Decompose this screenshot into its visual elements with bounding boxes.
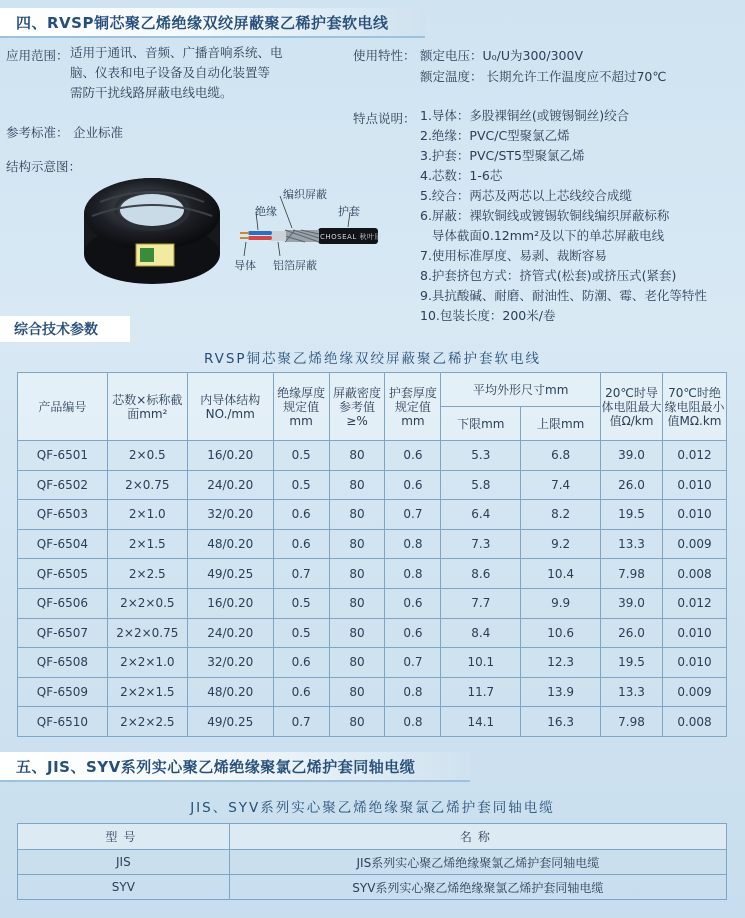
label-foil-shield: 铝箔屏蔽 bbox=[273, 259, 317, 272]
cable-coil-image bbox=[84, 178, 220, 284]
table-cell: 6.4 bbox=[441, 500, 521, 530]
scope-line: 适用于通讯、音频、广播音响系统、电 bbox=[70, 45, 283, 60]
table-cell: 39.0 bbox=[601, 588, 663, 618]
table-cell: 0.010 bbox=[662, 500, 726, 530]
spec-table bbox=[17, 372, 727, 737]
table-cell: 80 bbox=[329, 588, 385, 618]
table-cell: 0.5 bbox=[273, 588, 329, 618]
feature-item: 2.绝缘：PVC/C型聚氯乙烯 bbox=[420, 128, 570, 143]
table-cell: 32/0.20 bbox=[187, 500, 273, 530]
feature-item: 1.导体：多股裸铜丝(或镀锡铜丝)绞合 bbox=[420, 108, 630, 123]
label-insulation: 绝缘 bbox=[255, 205, 277, 218]
table-cell: 2×2×0.5 bbox=[107, 588, 187, 618]
table-cell: 24/0.20 bbox=[187, 618, 273, 648]
table-cell: 0.7 bbox=[273, 707, 329, 737]
table-cell: QF-6505 bbox=[18, 559, 108, 589]
diagram-label: 结构示意图： bbox=[6, 159, 82, 174]
table-cell: 7.98 bbox=[601, 559, 663, 589]
table-row bbox=[18, 441, 727, 471]
table-cell: 80 bbox=[329, 707, 385, 737]
table-cell: 9.9 bbox=[521, 588, 601, 618]
table-cell: 7.3 bbox=[441, 529, 521, 559]
table-cell: 2×2.5 bbox=[107, 559, 187, 589]
header-cores: 芯数×标称截面mm² bbox=[107, 373, 187, 441]
table-row bbox=[18, 559, 727, 589]
table-cell: 2×0.5 bbox=[107, 441, 187, 471]
header-jacket: 护套厚度规定值mm bbox=[385, 373, 441, 441]
usage-label: 使用特性： bbox=[353, 48, 416, 63]
table-cell: SYV系列实心聚乙烯绝缘聚氯乙烯护套同轴电缆 bbox=[229, 875, 726, 900]
table-cell: 10.1 bbox=[441, 648, 521, 678]
header-od-high: 上限mm bbox=[521, 407, 601, 441]
table-cell: 0.6 bbox=[273, 500, 329, 530]
table-cell: 0.6 bbox=[273, 677, 329, 707]
table-cell: 13.3 bbox=[601, 529, 663, 559]
table-cell: 80 bbox=[329, 648, 385, 678]
feature-item: 6.屏蔽：裸软铜线或镀锡软铜线编织屏蔽标称 bbox=[420, 208, 670, 223]
table-row bbox=[18, 529, 727, 559]
features-list bbox=[420, 106, 707, 326]
table-cell: QF-6508 bbox=[18, 648, 108, 678]
table-row bbox=[18, 470, 727, 500]
table-row bbox=[18, 677, 727, 707]
table-cell: 0.008 bbox=[662, 559, 726, 589]
header-conductor: 内导体结构NO./mm bbox=[187, 373, 273, 441]
scope-label: 应用范围： bbox=[6, 48, 69, 63]
table-cell: 9.2 bbox=[521, 529, 601, 559]
table-cell: 80 bbox=[329, 500, 385, 530]
label-conductor: 导体 bbox=[234, 259, 256, 272]
table-row bbox=[18, 500, 727, 530]
standard-value: 企业标准 bbox=[73, 125, 124, 140]
standard-label: 参考标准： bbox=[6, 125, 69, 140]
table-cell: 80 bbox=[329, 441, 385, 471]
table-cell: 2×2×0.75 bbox=[107, 618, 187, 648]
label-braid-shield: 编织屏蔽 bbox=[283, 188, 327, 201]
params-table-title: RVSP铜芯聚乙烯绝缘双绞屏蔽聚乙稀护套软电线 bbox=[203, 351, 542, 367]
table-cell: 0.7 bbox=[385, 500, 441, 530]
table-cell: 10.4 bbox=[521, 559, 601, 589]
table-row bbox=[18, 850, 727, 875]
scope-line: 需防干扰线路屏蔽电线电缆。 bbox=[70, 85, 233, 100]
table-cell: 8.6 bbox=[441, 559, 521, 589]
table-cell: QF-6502 bbox=[18, 470, 108, 500]
header-od: 平均外形尺寸mm bbox=[441, 373, 601, 407]
header-od-low: 下限mm bbox=[441, 407, 521, 441]
table-cell: 49/0.25 bbox=[187, 707, 273, 737]
table-cell: 8.2 bbox=[521, 500, 601, 530]
table-cell: 49/0.25 bbox=[187, 559, 273, 589]
table-cell: 7.98 bbox=[601, 707, 663, 737]
feature-item: 9.具抗酸碱、耐磨、耐油性、防潮、霉、老化等特性 bbox=[420, 288, 707, 303]
label-jacket: 护套 bbox=[338, 205, 360, 218]
table-cell: 80 bbox=[329, 470, 385, 500]
feature-item: 7.使用标准厚度、易剥、裁断容易 bbox=[420, 248, 607, 263]
table-cell: 0.6 bbox=[385, 441, 441, 471]
table-cell: QF-6506 bbox=[18, 588, 108, 618]
table-row bbox=[18, 648, 727, 678]
table-cell: 48/0.20 bbox=[187, 529, 273, 559]
table-cell: SYV bbox=[18, 875, 230, 900]
table-cell: 13.9 bbox=[521, 677, 601, 707]
table-cell: 8.4 bbox=[441, 618, 521, 648]
table-cell: JIS系列实心聚乙烯绝缘聚氯乙烯护套同轴电缆 bbox=[229, 850, 726, 875]
table-cell: 0.8 bbox=[385, 707, 441, 737]
rated-voltage: 额定电压：U₀/U为300/300V bbox=[420, 48, 584, 63]
feature-item: 5.绞合：两芯及两芯以上芯线绞合成缆 bbox=[420, 188, 632, 203]
table-row bbox=[18, 875, 727, 900]
feature-item: 3.护套：PVC/ST5型聚氯乙烯 bbox=[420, 148, 585, 163]
table-cell: 2×1.5 bbox=[107, 529, 187, 559]
header-model: 型号 bbox=[18, 824, 230, 850]
table-cell: 0.8 bbox=[385, 559, 441, 589]
table-cell: 14.1 bbox=[441, 707, 521, 737]
table-cell: 2×1.0 bbox=[107, 500, 187, 530]
table-cell: 0.6 bbox=[385, 470, 441, 500]
table-cell: 0.6 bbox=[273, 529, 329, 559]
table-cell: 0.009 bbox=[662, 677, 726, 707]
table-cell: 0.8 bbox=[385, 529, 441, 559]
table-cell: 0.7 bbox=[273, 559, 329, 589]
table-cell: 16/0.20 bbox=[187, 588, 273, 618]
table-cell: QF-6501 bbox=[18, 441, 108, 471]
table-cell: QF-6504 bbox=[18, 529, 108, 559]
table-cell: 0.012 bbox=[662, 441, 726, 471]
table-cell: 2×0.75 bbox=[107, 470, 187, 500]
table-cell: 12.3 bbox=[521, 648, 601, 678]
table-cell: 19.5 bbox=[601, 500, 663, 530]
table-cell: 0.009 bbox=[662, 529, 726, 559]
header-insulation-resistance: 70℃时绝缘电阻最小值MΩ.km bbox=[662, 373, 726, 441]
table-cell: 26.0 bbox=[601, 470, 663, 500]
header-shield: 屏蔽密度参考值≥% bbox=[329, 373, 385, 441]
cable-brand-print: CHOSEAL 秋叶原 bbox=[320, 233, 382, 241]
table-cell: 24/0.20 bbox=[187, 470, 273, 500]
table-row bbox=[18, 588, 727, 618]
table-cell: 0.8 bbox=[385, 677, 441, 707]
table-cell: 0.012 bbox=[662, 588, 726, 618]
table-cell: 0.6 bbox=[385, 618, 441, 648]
table-cell: 0.7 bbox=[385, 648, 441, 678]
feature-item: 4.芯数：1-6芯 bbox=[420, 168, 503, 183]
table-cell: 0.010 bbox=[662, 470, 726, 500]
table-cell: 0.5 bbox=[273, 618, 329, 648]
table-cell: 11.7 bbox=[441, 677, 521, 707]
table-cell: 80 bbox=[329, 618, 385, 648]
feature-item: 10.包装长度：200米/卷 bbox=[420, 308, 556, 323]
params-heading: 综合技术参数 bbox=[0, 316, 130, 342]
table-cell: 48/0.20 bbox=[187, 677, 273, 707]
table-cell: QF-6509 bbox=[18, 677, 108, 707]
header-resistance: 20℃时导体电阻最大值Ω/km bbox=[601, 373, 663, 441]
feature-item: 导体截面0.12mm²及以下的单芯屏蔽电线 bbox=[420, 228, 665, 243]
table-cell: JIS bbox=[18, 850, 230, 875]
table-cell: 5.3 bbox=[441, 441, 521, 471]
header-code: 产品编号 bbox=[18, 373, 108, 441]
table-cell: 5.8 bbox=[441, 470, 521, 500]
table-cell: 80 bbox=[329, 529, 385, 559]
table-cell: 0.6 bbox=[273, 648, 329, 678]
table-cell: 19.5 bbox=[601, 648, 663, 678]
table-cell: 16.3 bbox=[521, 707, 601, 737]
section-5-title: 五、JIS、SYV系列实心聚乙烯绝缘聚氯乙烯护套同轴电缆 bbox=[0, 752, 470, 782]
table-row bbox=[18, 707, 727, 737]
table-cell: 0.5 bbox=[273, 441, 329, 471]
coax-table-title: JIS、SYV系列实心聚乙烯绝缘聚氯乙烯护套同轴电缆 bbox=[190, 800, 555, 816]
table-cell: 0.6 bbox=[385, 588, 441, 618]
table-cell: 80 bbox=[329, 559, 385, 589]
table-cell: 0.5 bbox=[273, 470, 329, 500]
table-cell: 6.8 bbox=[521, 441, 601, 471]
table-cell: QF-6507 bbox=[18, 618, 108, 648]
feature-item: 8.护套挤包方式：挤管式(松套)或挤压式(紧套) bbox=[420, 268, 677, 283]
table-cell: 0.010 bbox=[662, 618, 726, 648]
table-cell: 0.008 bbox=[662, 707, 726, 737]
table-cell: 13.3 bbox=[601, 677, 663, 707]
header-insulation: 绝缘厚度规定值mm bbox=[273, 373, 329, 441]
scope-text bbox=[70, 43, 283, 103]
header-name: 名称 bbox=[229, 824, 726, 850]
table-cell: 16/0.20 bbox=[187, 441, 273, 471]
scope-line: 脑、仪表和电子设备及自动化装置等 bbox=[70, 65, 271, 80]
table-cell: QF-6510 bbox=[18, 707, 108, 737]
coax-table bbox=[17, 823, 727, 900]
table-cell: 10.6 bbox=[521, 618, 601, 648]
table-cell: 2×2×1.5 bbox=[107, 677, 187, 707]
table-cell: 2×2×2.5 bbox=[107, 707, 187, 737]
table-cell: 7.4 bbox=[521, 470, 601, 500]
table-cell: 80 bbox=[329, 677, 385, 707]
table-cell: 26.0 bbox=[601, 618, 663, 648]
table-cell: 7.7 bbox=[441, 588, 521, 618]
table-cell: 0.010 bbox=[662, 648, 726, 678]
table-row bbox=[18, 618, 727, 648]
table-cell: 39.0 bbox=[601, 441, 663, 471]
table-cell: 32/0.20 bbox=[187, 648, 273, 678]
section-4-title: 四、RVSP铜芯聚乙烯绝缘双绞屏蔽聚乙稀护套软电线 bbox=[0, 8, 425, 38]
features-label: 特点说明： bbox=[353, 111, 416, 126]
table-cell: QF-6503 bbox=[18, 500, 108, 530]
table-cell: 2×2×1.0 bbox=[107, 648, 187, 678]
rated-temperature: 额定温度： 长期允许工作温度应不超过70℃ bbox=[420, 69, 667, 84]
